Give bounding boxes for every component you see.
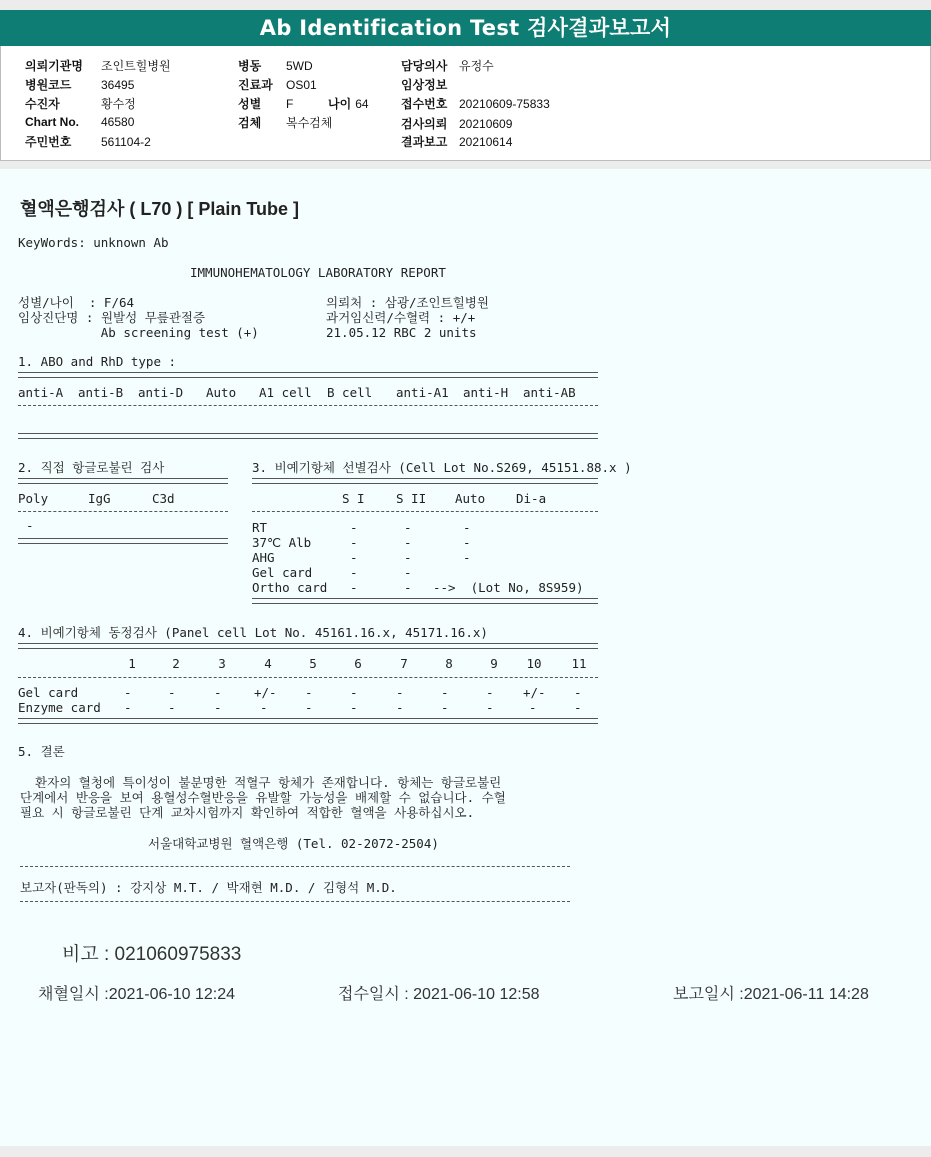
panel-cell: - [574,700,582,715]
panel-row-label: Enzyme card [18,700,101,715]
panel-col-header: 8 [445,656,453,671]
screen-cell: - [463,550,471,565]
panel-cell: - [350,700,358,715]
double-rule [18,478,228,484]
collection-datetime: 채혈일시 :2021-06-10 12:24 [38,986,236,1003]
double-rule [18,372,598,378]
dat-col-c3d: C3d [152,491,175,506]
double-rule [18,433,598,439]
screen-row-label: Gel card [252,565,313,580]
panel-cell: - [214,700,222,715]
report-banner-title: Ab Identification Test 검사결과보고서 [0,10,931,46]
panel-cell: - [350,685,358,700]
panel-cell: - [168,700,176,715]
report-date-field: 결과보고 20210614 [401,135,513,149]
double-rule [252,598,598,604]
screen-cell: - [463,535,471,550]
panel-cell: - [260,700,268,715]
conclusion-line: 환자의 혈청에 특이성이 불분명한 적혈구 항체가 존재합니다. 항체는 항글로불린 [20,775,502,790]
hospital-field: 의뢰기관명 조인트힐병원 [25,59,171,73]
dat-col-igg: IgG [88,491,111,506]
screen-cell: - [350,565,358,580]
receiver-field: 수진자 황수정 [25,97,136,111]
abo-col-5: A1 cell [259,385,312,400]
panel-row-label: Gel card [18,685,79,700]
clinical-info-field: 임상정보 [401,78,448,92]
dat-result: - [26,518,34,533]
sex-field: 성별 F [238,97,294,111]
chart-number-field: Chart No. 46580 [25,115,135,129]
panel-cell: - [214,685,222,700]
report-header [0,46,931,161]
ward-field: 병동 5WD [238,59,313,73]
screen-col-sii: S II [396,491,427,506]
section-3-title: 3. 비예기항체 선별검사 (Cell Lot No.S269, 45151.88.x ) [252,460,632,475]
panel-cell: - [305,700,313,715]
screen-col-auto: Auto [455,491,486,506]
screen-cell: - [404,580,412,595]
conclusion-line: 단계에서 반응을 보여 용혈성수혈반응을 유발할 가능성을 배제할 수 없습니다. 수혈 [20,790,506,805]
lab-report-title: IMMUNOHEMATOLOGY LABORATORY REPORT [190,265,446,280]
screen-row-label: Ortho card [252,580,328,595]
abo-col-9: anti-AB [523,385,576,400]
panel-cell: - [529,700,537,715]
department-field: 진료과 OS01 [238,78,317,92]
section-2-title: 2. 직접 항글로불린 검사 [18,460,165,475]
screen-row-label: 37℃ Alb [252,535,312,550]
hospital-code-field: 병원코드 36495 [25,78,135,92]
abo-col-1: anti-A [18,385,64,400]
patient-screening: Ab screening test (+) [18,325,259,340]
accession-number-field: 접수번호 20210609-75833 [401,97,550,111]
panel-cell: - [486,700,494,715]
screen-col-dia: Di-a [516,491,547,506]
age-field: 나이 64 [328,97,369,111]
double-rule [18,538,228,544]
screen-cell: - [404,565,412,580]
scanned-report [0,169,931,1146]
screen-cell: - [350,520,358,535]
section-4-title: 4. 비예기항체 동정검사 (Panel cell Lot No. 45161.16.x, 45171.16.x) [18,625,488,640]
screen-cell: - [404,550,412,565]
double-rule [18,643,598,649]
report-title: 혈액은행검사 ( L70 ) [ Plain Tube ] [20,199,300,219]
abo-col-7: anti-A1 [396,385,449,400]
received-datetime: 접수일시 : 2021-06-10 12:58 [338,986,540,1003]
screen-row-label: RT [252,520,268,535]
panel-col-header: 10 [526,656,542,671]
panel-cell: - [441,700,449,715]
abo-col-3: anti-D [138,385,184,400]
screen-cell-lot: --> (Lot No, 8S959) [433,580,584,595]
panel-col-header: 5 [309,656,317,671]
pregnancy-transfusion-history: 과거임신력/수혈력 : +/+ [326,310,476,325]
panel-cell: - [305,685,313,700]
section-5-title: 5. 결론 [18,744,65,759]
panel-col-header: 2 [172,656,180,671]
institution-contact: 서울대학교병원 혈액은행 (Tel. 02-2072-2504) [148,836,439,851]
request-institution: 의뢰처 : 삼광/조인트힐병원 [326,295,489,310]
dashed-rule [18,511,228,512]
panel-col-header: 9 [490,656,498,671]
screen-cell: - [404,520,412,535]
dashed-rule [20,901,570,902]
double-rule [252,478,598,484]
panel-cell: +/- [523,685,546,700]
keywords: KeyWords: unknown Ab [18,235,169,250]
double-rule [18,718,598,724]
conclusion-line: 필요 시 항글로불린 단계 교차시험까지 확인하여 적합한 혈액을 사용하십시오. [20,805,475,820]
dashed-rule [18,405,598,406]
screen-cell: - [350,580,358,595]
dashed-rule [252,511,598,512]
panel-col-header: 11 [571,656,587,671]
reported-datetime: 보고일시 :2021-06-11 14:28 [673,986,869,1003]
panel-col-header: 6 [354,656,362,671]
panel-cell: - [124,685,132,700]
panel-cell: - [168,685,176,700]
screen-cell: - [350,550,358,565]
panel-cell: +/- [254,685,277,700]
panel-cell: - [124,700,132,715]
panel-cell: - [396,685,404,700]
doctor-field: 담당의사 유정수 [401,59,494,73]
panel-cell: - [441,685,449,700]
patient-sex-age: 성별/나이 : F/64 [18,295,135,310]
panel-col-header: 4 [264,656,272,671]
resident-number-field: 주민번호 561104-2 [25,135,151,149]
abo-col-2: anti-B [78,385,124,400]
panel-cell: - [396,700,404,715]
remark: 비고 : 021060975833 [62,944,242,965]
reporters: 보고자(판독의) : 강지상 M.T. / 박재현 M.D. / 김형석 M.D. [20,880,397,895]
section-1-title: 1. ABO and RhD type : [18,354,177,369]
transfusion-record: 21.05.12 RBC 2 units [326,325,477,340]
panel-col-header: 7 [400,656,408,671]
panel-cell: - [574,685,582,700]
screen-cell: - [404,535,412,550]
abo-col-6: B cell [327,385,373,400]
dashed-rule [18,677,598,678]
patient-diagnosis: 임상진단명 : 원발성 무릎관절증 [18,310,206,325]
panel-col-header: 1 [128,656,136,671]
dat-col-poly: Poly [18,491,49,506]
screen-col-si: S I [342,491,365,506]
screen-row-label: AHG [252,550,275,565]
specimen-field: 검체 복수검체 [238,116,333,130]
panel-col-header: 3 [218,656,226,671]
abo-col-4: Auto [206,385,237,400]
panel-cell: - [486,685,494,700]
request-date-field: 검사의뢰 20210609 [401,117,513,131]
abo-col-8: anti-H [463,385,509,400]
screen-cell: - [463,520,471,535]
dashed-rule [20,866,570,867]
screen-cell: - [350,535,358,550]
